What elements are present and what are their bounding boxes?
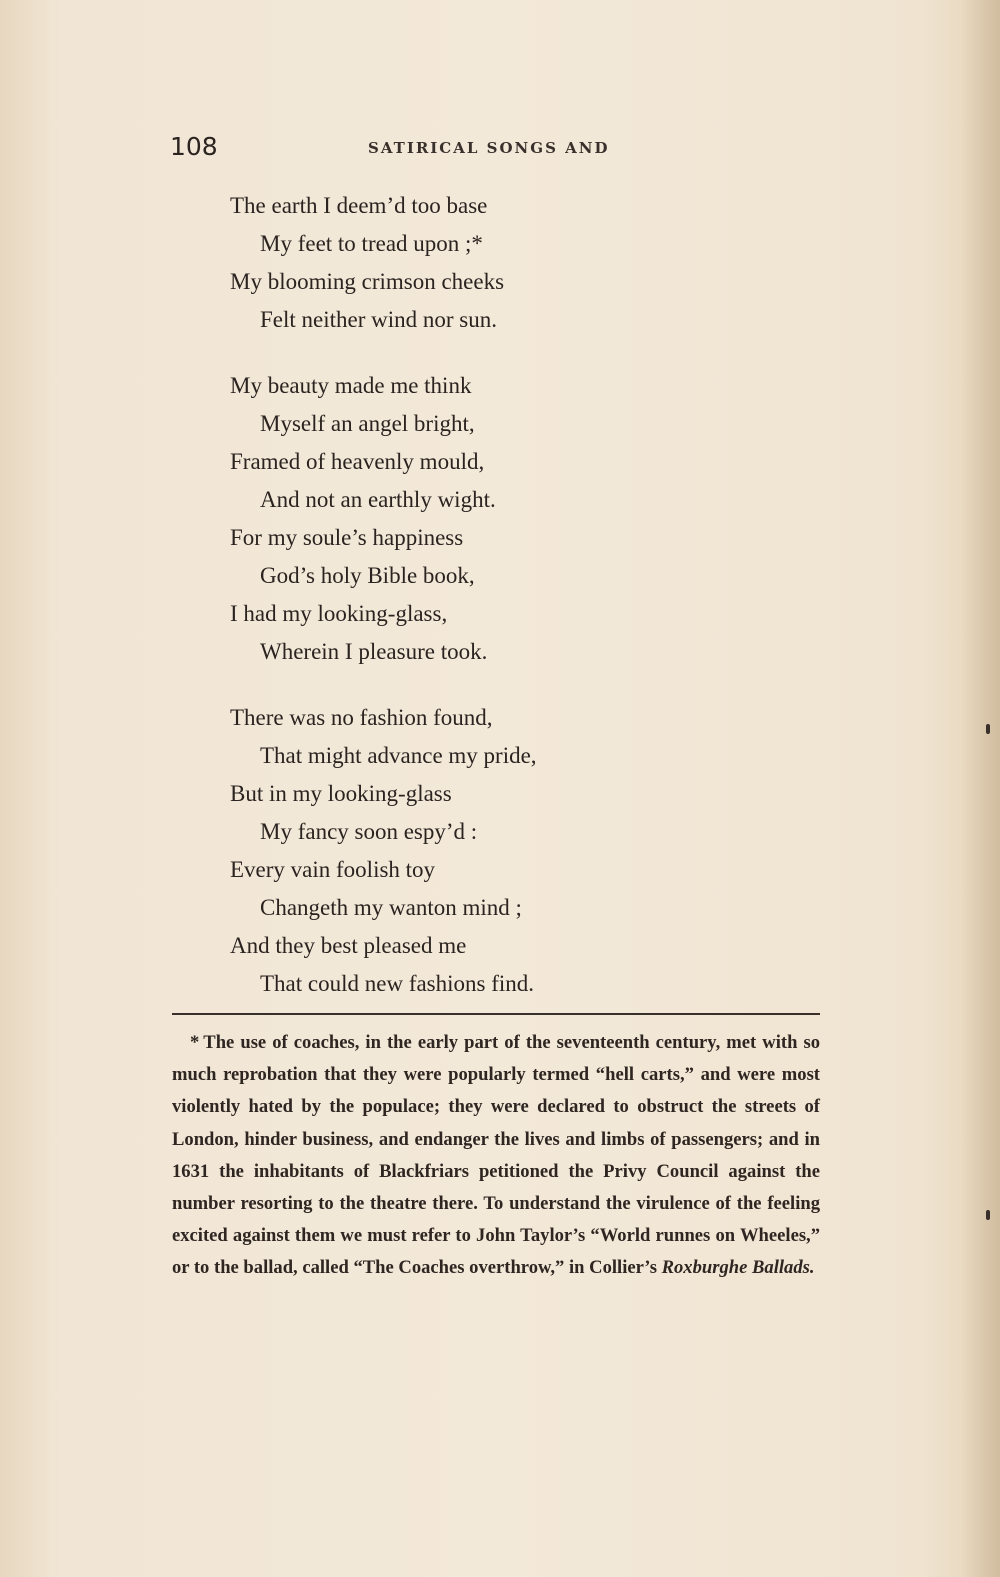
poem-line: There was no fashion found,	[230, 705, 493, 730]
poem-line: Myself an angel bright,	[260, 411, 475, 436]
poem-line: The earth I deem’d too base	[230, 193, 488, 218]
stanza	[230, 699, 690, 1003]
poem-line: For my soule’s happiness	[230, 525, 464, 550]
footnote-rule	[172, 1013, 820, 1015]
poem-line: My feet to tread upon ;*	[260, 231, 483, 256]
poem	[230, 187, 690, 1031]
edge-mark	[986, 724, 990, 734]
poem-line: Changeth my wanton mind ;	[260, 895, 522, 920]
poem-line: That could new fashions find.	[260, 971, 535, 996]
running-head: SATIRICAL SONGS AND	[368, 139, 610, 157]
poem-line: I had my looking-glass,	[230, 601, 448, 626]
footnote-marker: *	[190, 1032, 200, 1053]
poem-line: That might advance my pride,	[260, 743, 537, 768]
poem-line: My beauty made me think	[230, 373, 472, 398]
poem-line: My fancy soon espy’d :	[260, 819, 478, 844]
page-edge-shadow	[960, 0, 1000, 1577]
poem-line: But in my looking-glass	[230, 781, 452, 806]
footnote	[172, 1027, 820, 1285]
edge-mark	[986, 1210, 990, 1220]
page-number: 108	[170, 132, 218, 161]
page-header	[170, 132, 650, 168]
poem-line: God’s holy Bible book,	[260, 563, 475, 588]
poem-line: Wherein I pleasure took.	[260, 639, 488, 664]
poem-line: And they best pleased me	[230, 933, 467, 958]
poem-line: Framed of heavenly mould,	[230, 449, 485, 474]
stanza	[230, 187, 690, 339]
poem-line: Felt neither wind nor sun.	[260, 307, 497, 332]
poem-line: My blooming crimson cheeks	[230, 269, 505, 294]
footnote-italic-title: Roxburghe Ballads.	[661, 1257, 815, 1279]
stanza	[230, 367, 690, 671]
footnote-text: The use of coaches, in the early part of the seventeenth century, met with so much reprobation that they were popularly termed “hell carts,” and were most violently hated by the populace; they were declared to obstruct the streets of London, hinder business, and endanger the lives and limbs of passengers; and in 1631 the inhabitants of Blackfriars petitioned the Privy Council against the number resorting to the theatre there. To understand the virulence of the feeling excited against them we must refer to John Taylor’s “World runnes on Wheeles,” or to the ballad, called “The Coaches overthrow,” in Collier’s	[172, 1032, 820, 1279]
poem-line: Every vain foolish toy	[230, 857, 436, 882]
poem-line: And not an earthly wight.	[260, 487, 496, 512]
